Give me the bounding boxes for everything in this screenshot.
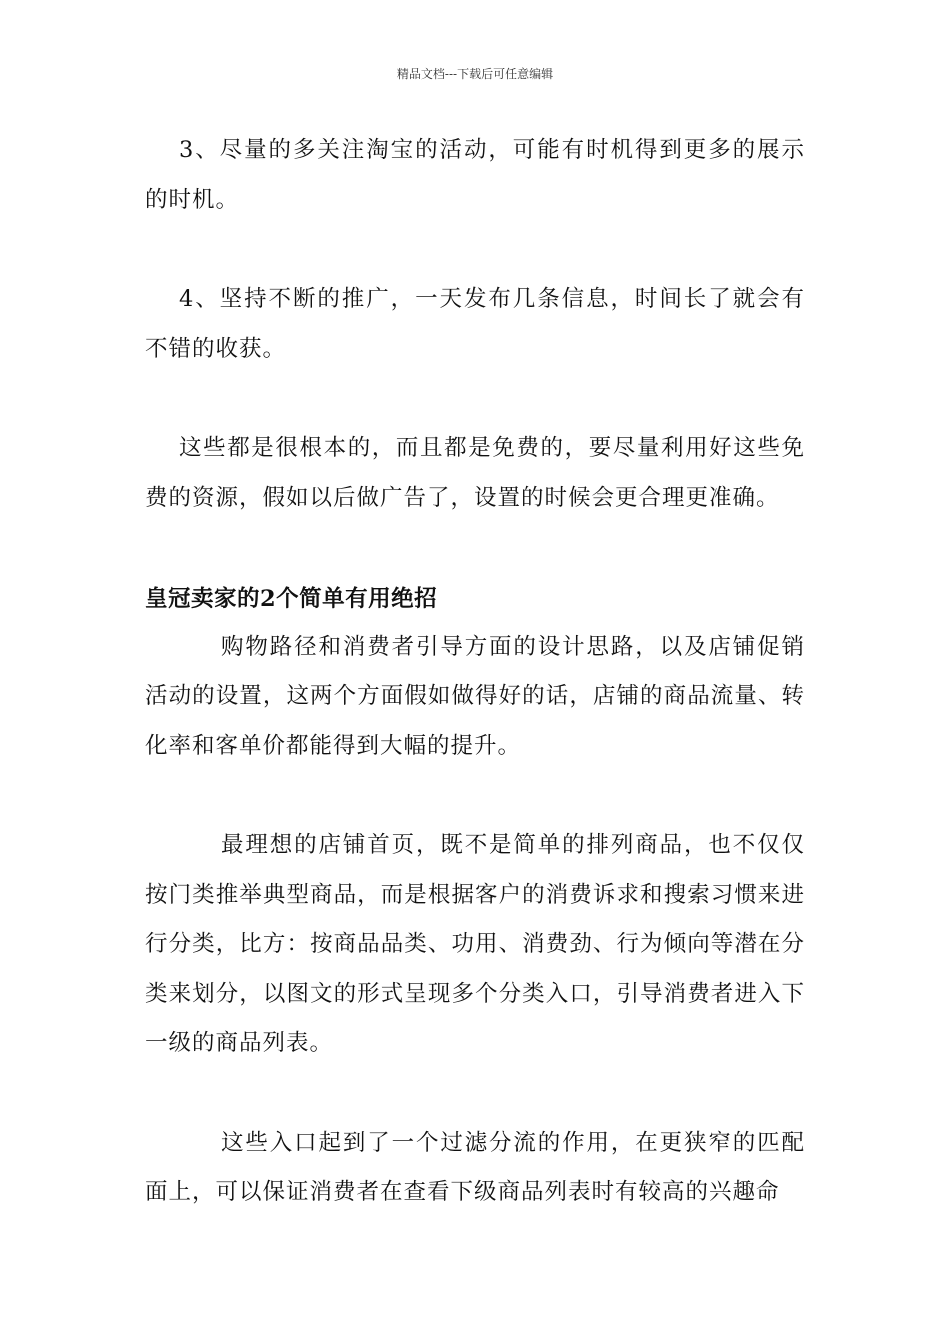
paragraph-entrances: 这些入口起到了一个过滤分流的作用，在更狭窄的匹配面上，可以保证消费者在查看下级商品列表时有较高的兴趣命 — [145, 1129, 805, 1205]
paragraph-summary: 这些都是很根本的，而且都是免费的，要尽量利用好这些免费的资源，假如以后做广告了，设置的时候会更合理更准确。 — [145, 435, 805, 511]
page-header: 精品文档---下载后可任意编辑 — [396, 67, 554, 81]
paragraph-homepage: 最理想的店铺首页，既不是简单的排列商品，也不仅仅按门类推举典型商品，而是根据客户的消费诉求和搜索习惯来进行分类，比方：按商品品类、功用、消费劲、行为倾向等潜在分类来划分，以图文的形式呈现多个分类入口，引导消费者进入下一级的商品列表。 — [145, 832, 805, 1056]
section-heading: 皇冠卖家的2个简单有用绝招 — [145, 586, 438, 612]
paragraph-tip-4: 4、坚持不断的推广，一天发布几条信息，时间长了就会有不错的收获。 — [145, 286, 805, 362]
document-body — [145, 126, 805, 1218]
paragraph-tip-3: 3、尽量的多关注淘宝的活动，可能有时机得到更多的展示的时机。 — [145, 137, 805, 213]
paragraph-intro: 购物路径和消费者引导方面的设计思路，以及店铺促销活动的设置，这两个方面假如做得好的话，店铺的商品流量、转化率和客单价都能得到大幅的提升。 — [145, 633, 805, 759]
